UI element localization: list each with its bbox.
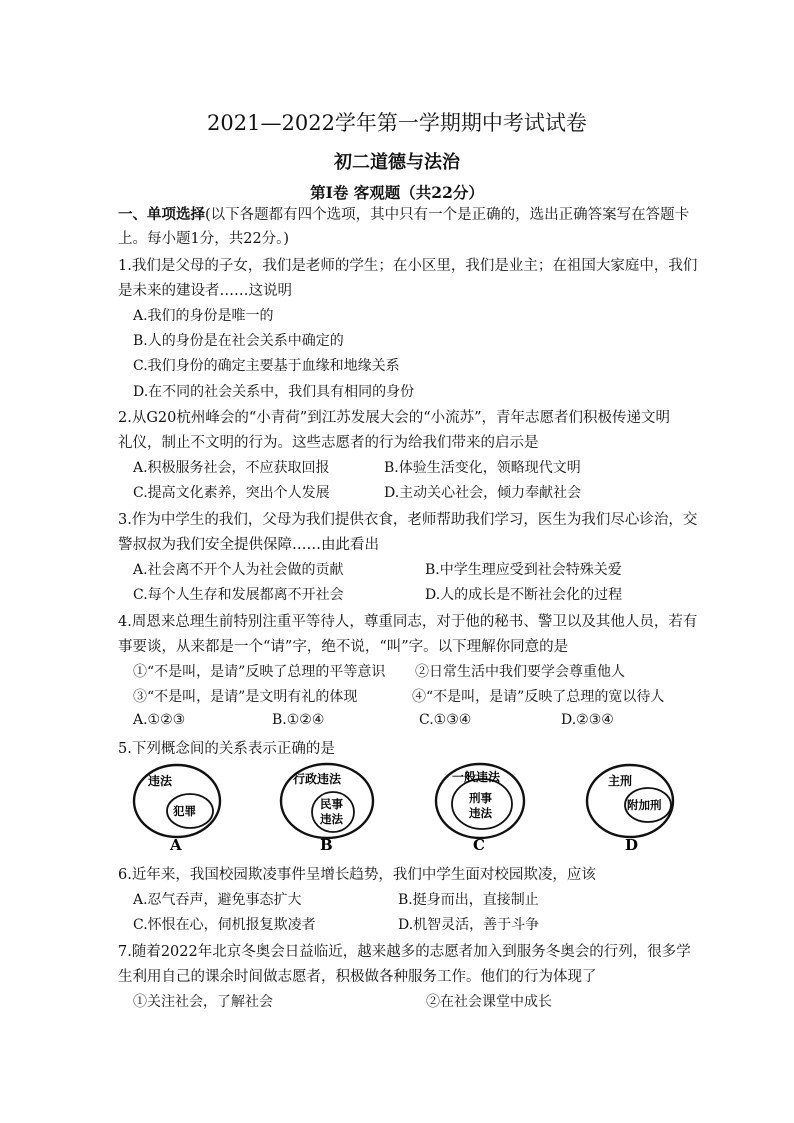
q2-option-d: D.主动关心社会，倾力奉献社会 <box>384 485 582 501</box>
q4-stem-2: 事要谈，从来都是一个“请”字，绝不说，“叫”字。以下理解你同意的是 <box>118 639 569 655</box>
q4-option-d: D.②③④ <box>561 712 614 728</box>
q1-option-c: C.我们身份的确定主要基于血缘和地缘关系 <box>133 358 400 374</box>
q6-option-b: B.挺身而出，直接制止 <box>398 892 539 908</box>
q7-stem-1: 7.随着2022年北京冬奥会日益临近，越来越多的志愿者加入到服务冬奥会的行列，很多学 <box>118 944 691 960</box>
q2-stem-2: 礼仪，制止不文明的行为。这些志愿者的行为给我们带来的启示是 <box>118 435 539 451</box>
q4-option-b: B.①②④ <box>272 712 325 728</box>
q4-statement-3: ③“不是叫，是请”是文明有礼的体现 <box>133 689 358 705</box>
outer-label: 违法 <box>148 774 173 788</box>
q4-stem-1: 4.周恩来总理生前特别注重平等待人，尊重同志，对于他的秘书、警卫以及其他人员，若有 <box>118 614 698 630</box>
inner-label-line-2: 违法 <box>469 806 492 820</box>
q3-stem-1: 3.作为中学生的我们，父母为我们提供衣食，老师帮助我们学习，医生为我们尽心诊治，交 <box>118 512 698 528</box>
outer-label: 行政违法 <box>293 772 342 786</box>
q1-option-a: A.我们的身份是唯一的 <box>133 308 274 324</box>
q3-option-b: B.中学生理应受到社会特殊关爱 <box>425 562 622 578</box>
instructions-text: (以下各题都有四个选项，其中只有一个是正确的，选出正确答案写在答题卡 <box>205 207 690 223</box>
q1-option-b: B.人的身份是在社会关系中确定的 <box>133 333 344 349</box>
exam-title: 2021—2022学年第一学期期中考试试卷 <box>207 111 587 135</box>
instructions-line-2: 上。每小题1分，共22分。) <box>118 231 290 247</box>
q7-stem-2: 生利用自己的课余时间做志愿者，积极做各种服务工作。他们的行为体现了 <box>118 969 597 985</box>
diagram-d <box>587 765 673 854</box>
diagram-label: C <box>473 836 485 854</box>
diagram-label: B <box>320 836 333 854</box>
inner-label-line-1: 民事 <box>320 797 343 811</box>
q3-option-d: D.人的成长是不断社会化的过程 <box>425 587 623 603</box>
q3-option-c: C.每个人生存和发展都离不开社会 <box>133 587 344 603</box>
inner-label-line-2: 违法 <box>320 812 343 826</box>
outer-label: 一般违法 <box>452 770 501 784</box>
q1-option-d: D.在不同的社会关系中，我们具有相同的身份 <box>133 384 415 400</box>
outer-circle <box>134 765 220 837</box>
inner-label: 犯罪 <box>173 804 196 818</box>
q7-statement-1: ①关注社会，了解社会 <box>133 994 273 1010</box>
q1-stem-2: 是未来的建设者……这说明 <box>118 283 292 299</box>
q3-option-a: A.社会离不开个人为社会做的贡献 <box>133 562 344 578</box>
q1-stem-1: 1.我们是父母的子女，我们是老师的学生；在小区里，我们是业主；在祖国大家庭中，我们 <box>118 258 698 274</box>
q4-statement-4: ④“不是叫，是请”反映了总理的宽以待人 <box>412 689 665 705</box>
q2-stem-1: 2.从G20杭州峰会的“小青荷”到江苏发展大会的“小流苏”，青年志愿者们积极传递文明 <box>118 410 671 426</box>
q4-option-a: A.①②③ <box>133 712 186 728</box>
q4-statement-1: ①“不是叫，是请”反映了总理的平等意识 <box>133 664 386 680</box>
q5-stem: 5.下列概念间的关系表示正确的是 <box>118 741 335 757</box>
q3-stem-2: 警叔叔为我们安全提供保障……由此看出 <box>118 537 379 553</box>
diagram-label: A <box>170 836 182 854</box>
q2-option-c: C.提高文化素养，突出个人发展 <box>133 485 330 501</box>
q4-statement-2: ②日常生活中我们要学会尊重他人 <box>415 664 625 680</box>
diagram-a <box>134 765 220 854</box>
section-heading: 第Ⅰ卷 客观题（共22分） <box>310 183 484 202</box>
inner-label-line-1: 刑事 <box>469 791 492 805</box>
diagram-b <box>281 764 373 854</box>
q2-option-a: A.积极服务社会，不应获取回报 <box>133 460 330 476</box>
q6-option-a: A.忍气吞声，避免事态扩大 <box>133 892 302 908</box>
q7-statement-2: ②在社会课堂中成长 <box>426 994 552 1010</box>
outer-label: 主刑 <box>608 774 633 788</box>
exam-subtitle: 初二道德与法治 <box>334 152 460 173</box>
q6-stem: 6.近年来，我国校园欺凌事件呈增长趋势，我们中学生面对校园欺凌，应该 <box>118 867 596 883</box>
instructions-label: 一、单项选择 <box>118 206 205 223</box>
q6-option-d: D.机智灵活，善于斗争 <box>398 917 540 933</box>
q2-option-b: B.体验生活变化，领略现代文明 <box>384 460 581 476</box>
q6-option-c: C.怀恨在心，伺机报复欺凌者 <box>133 917 316 933</box>
diagram-c <box>436 764 524 854</box>
q4-option-c: C.①③④ <box>419 712 472 728</box>
diagram-label: D <box>625 836 639 854</box>
inner-label: 附加刑 <box>627 798 662 812</box>
